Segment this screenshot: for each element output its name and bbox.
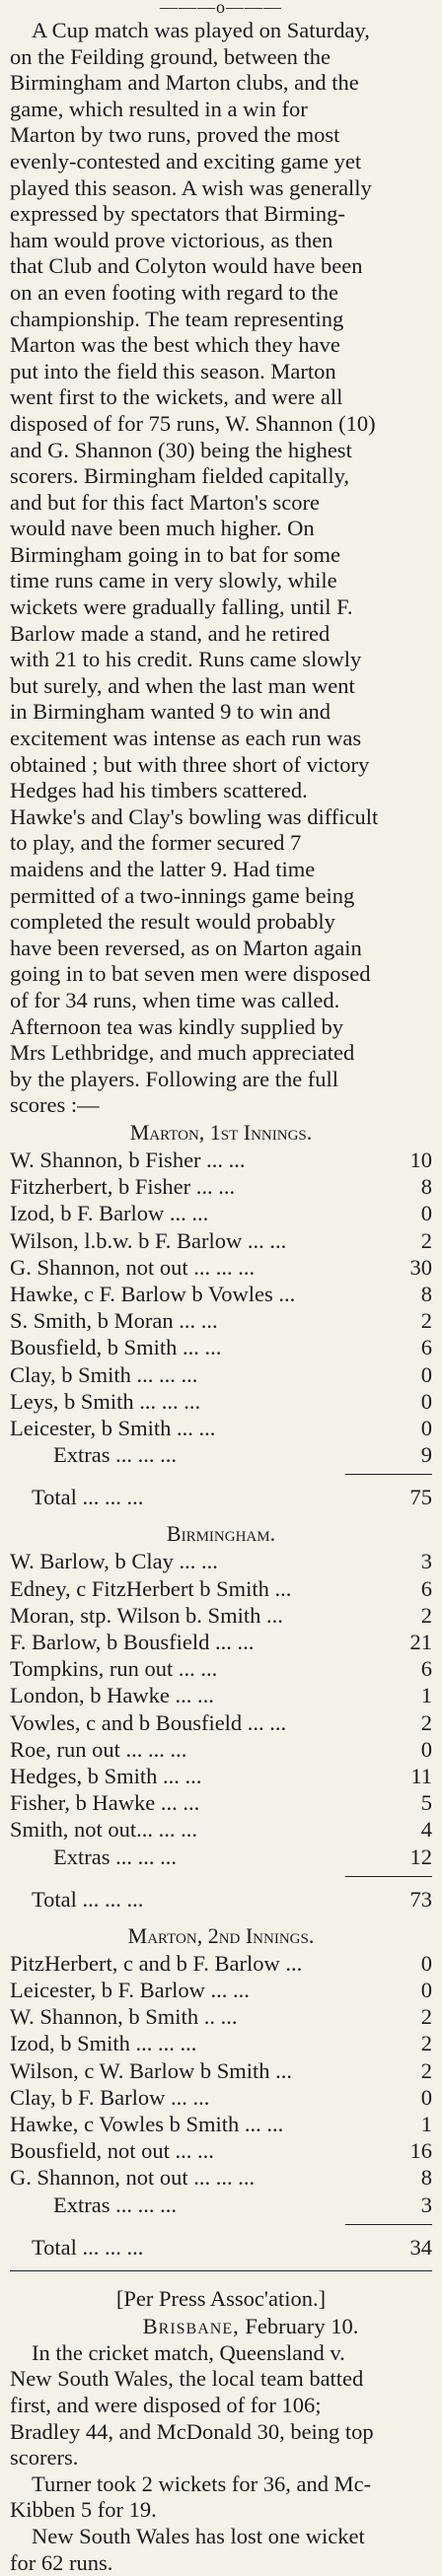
report-line: championship. The team representing <box>10 306 344 331</box>
report-line: Barlow made a stand, and he retired <box>10 620 331 646</box>
batsman-row <box>10 1173 432 1200</box>
report-line: maidens and the latter 9. Had time <box>10 857 316 881</box>
batsman-runs: 16 <box>409 2138 432 2164</box>
innings-heading: Birmingham. <box>166 1521 276 1547</box>
batsman-dismissal: Wilson, l.b.w. b F. Barlow ... ... <box>10 1227 287 1253</box>
batsman-row <box>10 2003 432 2030</box>
batsman-dismissal: Leicester, b Smith ... ... <box>10 1415 216 1440</box>
batsman-row <box>10 1575 432 1602</box>
batsman-dismissal: Wilson, c W. Barlow b Smith ... <box>10 2057 292 2083</box>
report-line: scorers. Birmingham fielded capitally, <box>10 463 350 489</box>
batsman-runs: 0 <box>420 1388 432 1414</box>
report-line: completed the result would probably <box>10 909 335 935</box>
report-line: that Club and Colyton would have been <box>10 253 363 279</box>
batsman-row <box>10 1307 432 1334</box>
press-association-credit: [Per Press Assoc'ation.] <box>115 2285 327 2311</box>
report-line: Birmingham going in to bat for some <box>10 541 340 567</box>
news-line: New South Wales, the local team batted <box>10 2366 364 2392</box>
match-report-paragraph <box>10 18 432 1119</box>
report-line: evenly-contested and exciting game yet <box>10 148 362 174</box>
batsman-dismissal: Smith, not out... ... ... <box>10 1817 198 1843</box>
report-line: in Birmingham wanted 9 to win and <box>10 699 331 725</box>
news-line: first, and were disposed of for 106; <box>10 2393 322 2418</box>
batsman-dismissal: Leys, b Smith ... ... ... <box>10 1388 201 1414</box>
report-line: going in to bat seven men were disposed <box>10 961 371 987</box>
batsman-runs: 1 <box>420 1683 432 1708</box>
batsman-dismissal: PitzHerbert, c and b F. Barlow ... <box>10 1950 303 1976</box>
batsman-row <box>10 1200 432 1226</box>
cable-news-paragraph <box>10 2340 432 2576</box>
batsman-dismissal: G. Shannon, not out ... ... ... <box>10 2165 256 2191</box>
batsman-dismissal: Clay, b Smith ... ... ... <box>10 1361 198 1387</box>
news-line: New South Wales has lost one wicket <box>32 2524 365 2548</box>
dateline-place: Brisbane, <box>142 2313 240 2338</box>
batsman-row <box>10 1950 432 1977</box>
batsman-runs: 21 <box>409 1629 432 1654</box>
extras-label: Extras ... ... ... <box>53 2192 177 2217</box>
news-line: Kibben 5 for 19. <box>10 2497 157 2523</box>
extras-row <box>10 1844 432 1870</box>
dateline-date: February 10. <box>239 2313 359 2338</box>
batsman-dismissal: Moran, stp. Wilson b. Smith ... <box>10 1602 283 1628</box>
extras-label: Extras ... ... ... <box>53 1442 177 1468</box>
batsman-runs: 2 <box>420 2004 432 2030</box>
report-line: played this season. A wish was generally <box>10 174 372 200</box>
batsman-row <box>10 1682 432 1708</box>
total-label: Total ... ... ... <box>32 1485 144 1510</box>
batsman-runs: 8 <box>420 1174 432 1200</box>
column-rule <box>10 2270 432 2271</box>
batsman-dismissal: Hawke, c Vowles b Smith ... ... <box>10 2112 284 2137</box>
report-line: ham would prove victorious, as then <box>10 227 333 252</box>
batsman-dismissal: Izod, b Smith ... ... ... <box>10 2031 197 2056</box>
report-line: Hedges had his timbers scattered. <box>10 778 308 803</box>
batsman-row <box>10 2137 432 2164</box>
batsman-runs: 3 <box>420 1549 432 1574</box>
batsman-runs: 0 <box>420 1201 432 1226</box>
news-line: In the cricket match, Queensland v. <box>32 2339 345 2365</box>
report-line: but surely, and when the last man went <box>10 672 355 698</box>
batsman-row <box>10 1977 432 2003</box>
batsman-dismissal: Vowles, c and b Bousfield ... ... <box>10 1709 287 1735</box>
batsman-runs: 2 <box>420 1227 432 1253</box>
report-line: A Cup match was played on Saturday, <box>32 18 370 42</box>
batsman-row <box>10 2030 432 2056</box>
batsman-dismissal: Bousfield, not out ... ... <box>10 2138 214 2164</box>
batsman-row <box>10 1415 432 1441</box>
batsman-row <box>10 1388 432 1415</box>
batsman-row <box>10 1763 432 1789</box>
batsman-runs: 2 <box>420 2057 432 2083</box>
batsman-dismissal: S. Smith, b Moran ... ... <box>10 1308 218 1334</box>
news-line: Bradley 44, and McDonald 30, being top <box>10 2418 374 2444</box>
report-line: expressed by spectators that Birming- <box>10 201 345 227</box>
batsman-dismissal: Tompkins, run out ... ... <box>10 1656 218 1682</box>
total-row <box>10 1885 432 1915</box>
batsman-row <box>10 1602 432 1629</box>
batsman-row <box>10 1709 432 1736</box>
report-line: Birmingham and Marton clubs, and the <box>10 70 359 96</box>
batsman-row <box>10 1227 432 1254</box>
batsman-row <box>10 2084 432 2111</box>
batsman-runs: 6 <box>420 1656 432 1682</box>
report-line: Marton was the best which they have <box>10 332 340 358</box>
batsman-dismissal: Izod, b F. Barlow ... ... <box>10 1201 209 1226</box>
batsman-dismissal: London, b Hawke ... ... <box>10 1683 214 1708</box>
batsman-dismissal: Fitzherbert, b Fisher ... ... <box>10 1174 236 1200</box>
extras-row <box>10 1441 432 1468</box>
report-line: excitement was intense as each run was <box>10 726 362 751</box>
batsman-row <box>10 1361 432 1388</box>
batsman-row <box>10 1281 432 1307</box>
total-runs: 73 <box>409 1886 432 1912</box>
batsman-runs: 30 <box>409 1254 432 1280</box>
report-line: went first to the wickets, and were all <box>10 384 343 410</box>
extras-label: Extras ... ... ... <box>53 1844 177 1869</box>
total-rule <box>345 1876 432 1877</box>
batsman-runs: 2 <box>420 2031 432 2056</box>
innings-heading: Marton, 2nd Innings. <box>127 1922 315 1948</box>
total-runs: 75 <box>409 1485 432 1510</box>
batsman-row <box>10 2111 432 2137</box>
batsman-dismissal: Roe, run out ... ... ... <box>10 1736 187 1762</box>
report-line: Marton by two runs, proved the most <box>10 122 340 148</box>
batsman-runs: 0 <box>420 1978 432 2003</box>
batsman-dismissal: Clay, b F. Barlow ... ... <box>10 2084 210 2110</box>
batsman-row <box>10 1655 432 1682</box>
batsman-row <box>10 2057 432 2084</box>
batsman-dismissal: G. Shannon, not out ... ... ... <box>10 1254 256 1280</box>
batsman-runs: 2 <box>420 1308 432 1334</box>
batsman-dismissal: Fisher, b Hawke ... ... <box>10 1790 200 1816</box>
report-line: obtained ; but with three short of victory <box>10 751 370 777</box>
batsman-dismissal: Hawke, c F. Barlow b Vowles ... <box>10 1281 296 1306</box>
batsman-runs: 8 <box>420 1281 432 1306</box>
total-rule <box>345 2224 432 2225</box>
report-line: Hawke's and Clay's bowling was difficult <box>10 803 379 829</box>
batsman-runs: 11 <box>410 1764 432 1788</box>
batsman-dismissal: W. Barlow, b Clay ... ... <box>10 1549 218 1574</box>
report-line: scores :— <box>10 1092 100 1118</box>
total-row <box>10 1483 432 1512</box>
extras-runs: 3 <box>420 2192 432 2217</box>
extras-runs: 12 <box>409 1844 432 1869</box>
batsman-runs: 0 <box>420 1415 432 1440</box>
batsman-runs: 6 <box>420 1335 432 1360</box>
batsman-runs: 0 <box>420 2084 432 2110</box>
report-line: and but for this fact Marton's score <box>10 489 320 515</box>
batsman-runs: 10 <box>409 1147 432 1172</box>
extras-runs: 9 <box>420 1442 432 1468</box>
batsman-row <box>10 1816 432 1843</box>
batsman-runs: 6 <box>420 1575 432 1601</box>
total-row <box>10 2233 432 2263</box>
report-line: time runs came in very slowly, while <box>10 568 337 593</box>
total-label: Total ... ... ... <box>32 1886 144 1912</box>
batsman-runs: 2 <box>420 1709 432 1735</box>
scorecard <box>10 1119 432 2263</box>
batsman-runs: 8 <box>420 2165 432 2191</box>
total-rule <box>345 1474 432 1475</box>
batsman-row <box>10 2164 432 2191</box>
batsman-runs: 0 <box>420 1950 432 1976</box>
batsman-runs: 4 <box>420 1817 432 1843</box>
report-line: disposed of for 75 runs, W. Shannon (10) <box>10 410 376 436</box>
batsman-row <box>10 1254 432 1281</box>
batsman-dismissal: W. Shannon, b Fisher ... ... <box>10 1147 246 1172</box>
batsman-runs: 0 <box>420 1361 432 1387</box>
batsman-runs: 0 <box>420 1736 432 1762</box>
report-line: have been reversed, as on Marton again <box>10 935 362 960</box>
total-label: Total ... ... ... <box>32 2234 144 2260</box>
news-line: Turner took 2 wickets for 36, and Mc- <box>32 2471 372 2496</box>
news-line: for 62 runs. <box>10 2549 113 2575</box>
total-runs: 34 <box>409 2234 432 2260</box>
report-line: by the players. Following are the full <box>10 1066 339 1091</box>
report-line: to play, and the former secured 7 <box>10 830 302 856</box>
batsman-runs: 1 <box>420 2112 432 2137</box>
report-line: put into the field this season. Marton <box>10 358 336 383</box>
batsman-dismissal: Edney, c FitzHerbert b Smith ... <box>10 1575 292 1601</box>
report-line: Afternoon tea was kindly supplied by <box>10 1013 344 1039</box>
batsman-dismissal: Hedges, b Smith ... ... <box>10 1764 202 1788</box>
innings-heading: Marton, 1st Innings. <box>129 1119 313 1145</box>
batsman-runs: 5 <box>420 1790 432 1816</box>
batsman-row <box>10 1736 432 1763</box>
report-line: of for 34 runs, when time was called. <box>10 987 340 1012</box>
batsman-row <box>10 1629 432 1655</box>
report-line: and G. Shannon (30) being the highest <box>10 437 352 462</box>
section-divider: ———o——— <box>160 0 282 17</box>
report-line: on an even footing with regard to the <box>10 279 339 305</box>
batsman-runs: 2 <box>420 1602 432 1628</box>
report-line: on the Feilding ground, between the <box>10 43 331 69</box>
batsman-row <box>10 1147 432 1173</box>
batsman-row <box>10 1548 432 1574</box>
report-line: permitted of a two-innings game being <box>10 882 355 908</box>
batsman-dismissal: W. Shannon, b Smith .. ... <box>10 2004 238 2030</box>
batsman-dismissal: F. Barlow, b Bousfield ... ... <box>10 1629 255 1654</box>
report-line: game, which resulted in a win for <box>10 96 308 121</box>
news-line: scorers. <box>10 2445 79 2471</box>
dateline <box>10 2313 432 2340</box>
batsman-dismissal: Leicester, b F. Barlow ... ... <box>10 1978 250 2003</box>
batsman-dismissal: Bousfield, b Smith ... ... <box>10 1335 222 1360</box>
batsman-row <box>10 1789 432 1816</box>
report-line: Mrs Lethbridge, and much appreciated <box>10 1040 355 1066</box>
report-line: with 21 to his credit. Runs came slowly <box>10 647 362 672</box>
report-line: wickets were gradually falling, until F. <box>10 594 353 620</box>
extras-row <box>10 2192 432 2218</box>
batsman-row <box>10 1334 432 1360</box>
report-line: would nave been much higher. On <box>10 516 315 541</box>
